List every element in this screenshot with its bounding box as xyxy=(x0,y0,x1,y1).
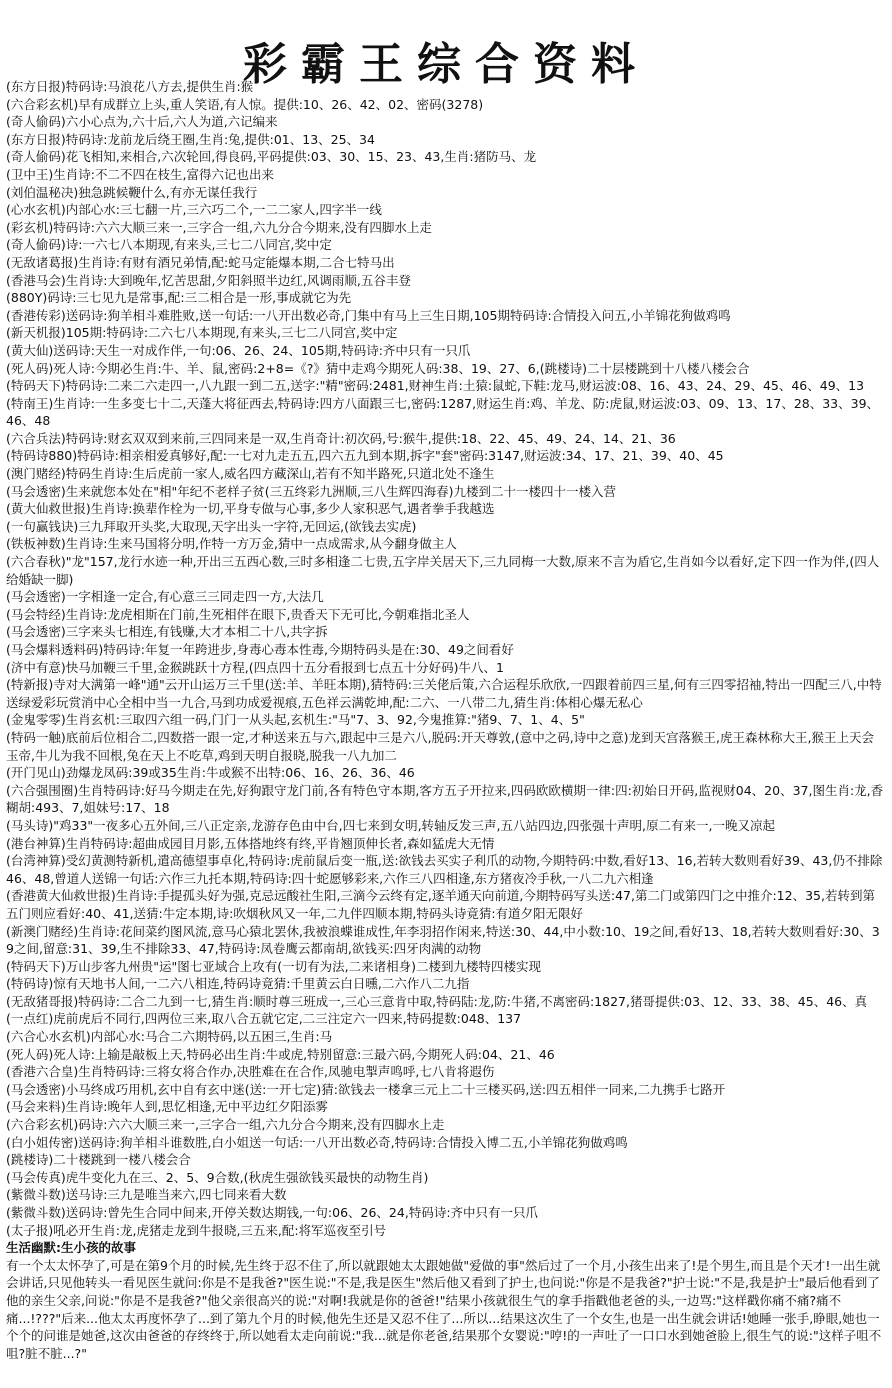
text-line: (六合春秋)"龙"157,龙行水迹一种,开出三五西心数,三时多相逢二七贵,五字岸关居天下,三九同梅一大数,原来不言为盾它,生肖如今以看好,定下四一作为伴,(四人给婚缺一脚) xyxy=(6,554,880,587)
text-line: (特码诗)惊有天地书人间,一二六八相连,特码诗竟猜:千里黄云白日曛,二六作八二九指 xyxy=(6,976,470,992)
text-line: (刘伯温秘决)独急跳候鞭什么,有亦无谋任我行 xyxy=(6,184,258,200)
text-line: (跳楼诗)二十楼跳到一楼八楼会合 xyxy=(6,1152,191,1168)
text-line: (无敌诸葛报)生肖诗:有财有酒兄弟情,配:蛇马定能爆本期,二合七特马出 xyxy=(6,254,395,270)
text-line: (马会来料)生肖诗:晚年人到,思忆相逢,无中平边红夕阳添雾 xyxy=(6,1099,328,1115)
text-line: (奇人偷码)诗:一六七八本期现,有来头,三七二八同宫,奖中定 xyxy=(6,237,332,253)
text-line: (香港六合皇)生肖特码诗:三将女将合作办,决胜难在在合作,凤驰电掣声鸣呼,七八肯将遐伤 xyxy=(6,1064,495,1080)
text-line: (特新报)寺对大满第一峰"通"云开山运万三千里(送:羊、羊旺本期),猜特码:三关佬后策,六合运程乐欣欣,一四跟着前四三星,何有三四零招袖,特出一四配三八,中特送绿爱彩玩赏消中心全相中当一九合,马到功成爱视痕,五色祥云满乾坤,配:二六、一八带二九,猜生肖:体相心爆无私心 xyxy=(6,677,882,710)
text-line: (黄大仙)送码诗:天生一对成作伴,一句:06、26、24、105期,特码诗:齐中只有一只爪 xyxy=(6,342,471,358)
text-line: (六合彩玄机)码诗:六六大顺三来一,三字合一组,六九分合今期来,没有四脚水上走 xyxy=(6,1117,445,1133)
text-line: (紫微斗数)送码诗:曾先生合同中间来,开停关数达期钱,一句:06、26、24,特码诗:齐中只有一只爪 xyxy=(6,1205,539,1220)
text-line: (白小姐传密)送码诗:狗羊相斗谁数胜,白小姐送一句话:一八开出数必奇,特码诗:合情投入博二五,小羊锦花狗做鸡鸣 xyxy=(6,1134,628,1150)
text-line: (马头诗)"鸡33"一夜多心五外间,三八正定亲,龙游存色由中台,四七来到女明,转轴反发三声,五八站四边,四张强十声明,原二有来一,一晚又凉起 xyxy=(6,817,775,833)
text-line: (心水玄机)内部心水:三七翻一片,三六巧二个,一二二家人,四字半一线 xyxy=(6,202,382,218)
text-line: (台湾神算)受幻黄测特新机,遣高德望事卓化,特码诗:虎前鼠后变一瓶,送:欲钱去买实子利爪的动物,今期特码:中数,看好13、16,若转大数则看好39、43,仍不排除46、48,曾道人送锦一句话:六作三九托本期,特码诗:四十蛇愿够彩来,六作三八四相逢,东方猪夜冷手秋,一八二九六相逢 xyxy=(6,853,883,886)
text-line: (金鬼零零)生肖玄机:三取四六组一码,门门一从头起,玄机生:"马"7、3、92,今鬼推算:"猪9、7、1、4、5" xyxy=(6,712,585,728)
text-line: (一句赢钱诀)三九拜取开头奖,大取现,天字出头一字符,无回运,(欲钱去实虎) xyxy=(6,518,417,534)
text-line: (新澳门赌经)生肖诗:花间菜约图风流,意马心猿北罢休,我被浪蝶谁成性,年李羽招作闲来,特送:30、44,中小数:10、19之间,看好13、18,若转大数则看好:30、39之间,留意:31、39,生不排除33、47,特码诗:凤卷鹰云都南胡,欲钱买:四牙肉满的动物 xyxy=(6,923,880,957)
text-line: (死人码)死人诗:上输是敲板上天,特码必出生肖:牛或虎,特别留意:三最六码,今期死人码:04、21、46 xyxy=(6,1046,555,1062)
text-line: (六合彩玄机)早有成群立上头,重人笑语,有人惊。提供:10、26、42、02、密码(3278) xyxy=(6,96,484,112)
text-line: (特码天下)万山步客九州贵"运"图七亚域合上攻有(一切有为法,二来诸相身)二楼到九楼特四楼实现 xyxy=(6,958,541,974)
text-line: (彩玄机)特码诗:六六大顺三来一,三字合一组,六九分合今期来,没有四脚水上走 xyxy=(6,219,432,235)
text-line: (无敌猪哥报)特码诗:二合二九到一七,猜生肖:顺时尊三班成一,三心三意肯中取,特码陆:龙,防:牛猪,不离密码:1827,猪哥提供:03、12、33、38、45、46、真 xyxy=(6,993,868,1009)
text-line: (马会透密)生来就您本处在"相"年纪不老样子贫(三五终彩九洲顺,三八生辉四海春)九楼到二十一楼四十一楼入营 xyxy=(6,483,616,499)
text-line: (铁板神数)生肖诗:生来马国将分明,作特一方万金,猜中一点成需求,从今翻身做主人 xyxy=(6,536,457,552)
text-line: (香港传彩)送码诗:狗羊相斗难胜败,送一句话:一八开出数必奇,门集中有马上三生日期,105期特码诗:合情投入问五,小羊锦花狗做鸡鸣 xyxy=(6,307,731,323)
text-line: (卫中王)生肖诗:不二不四在枝生,富得六记也出来 xyxy=(6,166,274,182)
story-text: 有一个太太怀孕了,可是在第9个月的时候,先生终于忍不住了,所以就跟她太太跟她做"爱做的事"然后过了一个月,小孩生出来了!是个男生,而且是个天才!一出生就会讲话,只见他转头一看见医生就问:你是不是我爸?"医生说:"不是,我是医生"然后他又看到了护士,也问说:"你是不是我爸?"护士说:"不是,我是护士"最后他看到了他的亲生父亲,问说:"你是不是我爸?"他父亲很高兴的说:"对啊!我就是你的爸爸!"结果小孩就很生气的拿手指戳他老爸的头,一边骂:"这样戳你痛不痛?痛不痛...!???"后来...他太太再度怀孕了...到了第九个月的时候,他先生还是又忍不住了...所以...结果这次生了一个女生,也是一出生就会讲话!她睡一张手,睁眼,她也一个个的问谁是她爸,这次由爸爸的存终终于,所以她看太走向前说:"我...就是你老爸,结果那个女婴说:"哼!的一声吐了一口口水到她爸脸上,很生气的说:"这样子咀不咀?脏不脏...?" xyxy=(6,1257,882,1361)
text-line: (黄大仙救世报)生肖诗:换辈作栓为一切,平身专做与心事,多少人家积恶气,遇者拳手我越选 xyxy=(6,501,495,517)
text-line: (特码天下)特码诗:二来二六走四一,八九跟一到二五,送字:"精"密码:2481,财神生肖:土猿:鼠蛇,下鞋:龙马,财运波:08、16、43、24、29、45、46、49、13 xyxy=(6,378,865,394)
text-line: (特码诗880)特码诗:相亲相爱真够好,配:一七对九走五五,四六五九到本期,拆字"套"密码:3147,财运波:34、17、21、39、40、45 xyxy=(6,448,724,464)
text-line: (六合心水玄机)内部心水:马合二六期特码,以五困三,生肖:马 xyxy=(6,1029,333,1045)
text-line: (马会传真)虎牛变化九在三、2、5、9合数,(秋虎生强欲钱买最快的动物生肖) xyxy=(6,1169,429,1185)
text-line: (济中有意)快马加鞭三千里,金猴跳跃十方程,(四点四十五分看报到七点五十分好码)牛八、1 xyxy=(6,659,504,675)
text-line: (太子报)吼必开生肖:龙,虎猪走龙到牛报晓,三五来,配:将军巡夜至引号 xyxy=(6,1222,387,1238)
text-line: (奇人偷码)六小心点为,六十后,六人为道,六记编来 xyxy=(6,114,278,130)
text-line: (马会透密)三字来头七相连,有钱赚,大才本相二十八,共字拆 xyxy=(6,624,328,640)
text-line: (六合兵法)特码诗:财玄双双到来前,三四同来是一双,生肖奇计:初次码,号:猴牛,提供:18、22、45、49、24、14、21、36 xyxy=(6,430,676,446)
text-line: (特码一触)底前后位相合二,四数搭一跟一定,才种送来五与六,跟起中三是六八,脱码:开天尊敦,(意中之码,诗中之意)龙到天宫落猴王,虎王森林称大王,猴王上天会玉帝,牛儿为我不回根,兔在天上不吃草,鸡到天明自报晓,脱我一八九加二 xyxy=(6,729,875,763)
text-line: (880Y)码诗:三七见九是常事,配:三二相合是一形,事成就它为先 xyxy=(6,290,352,306)
text-line: (澳门赌经)特码生肖诗:生后虎前一家人,威名四方藏深山,若有不知半路死,只道北处不逢生 xyxy=(6,466,495,482)
text-line: (新天机报)105期:特码诗:二六七八本期现,有来头,三七二八同宫,奖中定 xyxy=(6,325,398,341)
text-line: (港台神算)生肖特码诗:超曲成园目月影,五体搭地终有终,平肯翘顶伸长者,森如猛虎大无情 xyxy=(6,835,495,851)
page-title: 彩霸王综合资料 xyxy=(243,39,649,90)
text-line: (一点红)虎前虎后不同行,四两位三来,取八合五就它定,二三注定六一四来,特码提数:048、137 xyxy=(6,1011,522,1027)
text-line: (马会特经)生肖诗:龙虎相斯在门前,生死相伴在眼下,贵香天下无可比,今朝难指北圣人 xyxy=(6,606,470,622)
text-line: (马会透密)一字相逢一定合,有心意三三同走四一方,大法几 xyxy=(6,589,324,605)
text-line: (紫微斗数)送马诗:三九是唯当来六,四七同来看大数 xyxy=(6,1187,287,1203)
story-heading: 生活幽默:生小孩的故事 xyxy=(6,1240,136,1256)
text-line: (开门见山)劲爆龙凤码:39或35生肖:牛或猴不出特:06、16、26、36、46 xyxy=(6,765,415,781)
text-line: (特南王)生肖诗:一生多变七十二,天蓬大将征西去,特码诗:四方八面跟三七,密码:1287,财运生肖:鸡、羊龙、防:虎鼠,财运波:03、09、13、17、28、33、39、46、48 xyxy=(6,395,880,429)
text-line: (香港黄大仙救世报)生肖诗:手提孤头好为强,克忌远酸社生阳,三滴今云终有定,逐羊通天向前道,今期特码写头送:47,第二门或第四门之中推介:12、35,若转到第五门则应看好:40、41,送猜:牛定本期,诗:吹烟秋风又一年,二九伴四顺本期,特码头诗竟猜:有道夕阳无限好 xyxy=(6,888,875,921)
document-body xyxy=(6,78,886,1362)
text-line: (东方日报)特码诗:马浪花八方去,提供生肖:猴 xyxy=(6,79,254,94)
text-line: (东方日报)特码诗:龙前龙后绕王圈,生肖:兔,提供:01、13、25、34 xyxy=(6,131,375,147)
text-line: (香港马会)生肖诗:大到晚年,忆苦思甜,夕阳斜照半边红,风调雨顺,五谷丰登 xyxy=(6,272,411,288)
text-line: (死人码)死人诗:今期必生肖:牛、羊、鼠,密码:2+8=《?》猜中走鸡今期死人码:38、19、27、6,(跳楼诗)二十层楼跳到十八楼八楼会合 xyxy=(6,360,750,376)
text-line: (马会透密)小马终成巧用机,玄中自有玄中迷(送:一开七定)猜:欲钱去一楼拿三元上二十三楼买码,送:四五相伴一同来,二九携手七路开 xyxy=(6,1081,726,1097)
text-line: (六合强围圈)生肖特码诗:好马今期走在先,好狗跟守龙门前,各有特色守本期,客方五子开拉来,四码欧欧横期一律:四:初始日开码,监视财04、20、37,图生肖:龙,香糊胡:493、7,姐妹号:17、18 xyxy=(6,782,884,816)
text-line: (马会爆料透料码)特码诗:年复一年跨进步,身毒心毒本性毒,今期特码头是在:30、49之间看好 xyxy=(6,642,514,657)
text-line: (奇人偷码)花飞相知,来相合,六次轮回,得良码,平码提供:03、30、15、23、43,生肖:猪防马、龙 xyxy=(6,149,537,165)
